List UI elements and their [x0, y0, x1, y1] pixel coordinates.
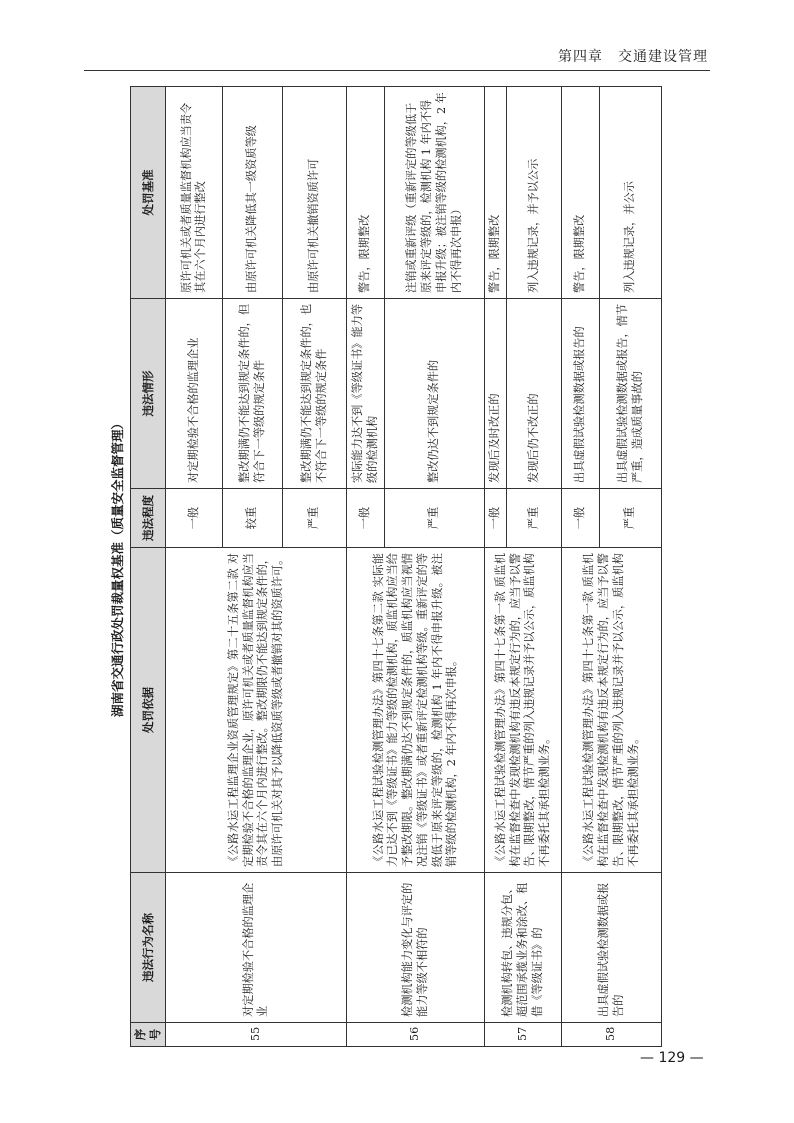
violation-situation: 发现后仍不改正的 — [507, 299, 562, 489]
column-header-standard: 处罚基准 — [131, 87, 166, 299]
penalty-standard: 警告，限期整改 — [562, 87, 600, 299]
penalty-basis: 《公路水运工程试验检测管理办法》第四十七条第一款 质监机构在监督检查中发现检测机构有违反本规定行为的，应当予以警告、限期整改，情节严重的列入违规记录并予以公示，质监机构不再委托其承担检测业务。 — [485, 548, 562, 873]
penalty-table — [130, 86, 662, 1047]
penalty-standard: 列入违规记录，并予以公示 — [507, 87, 562, 299]
chapter-title: 第四章 交通建设管理 — [558, 49, 708, 65]
penalty-basis: 《公路水运工程监理企业资质管理规定》第二十五条第二款 对定期检验不合格的监理企业，原许可机关或者质量监督机构应当责令其在六个月内进行整改。整改期限仍不能达到规定条件的，由原许可机关对其予以降低资质等级或者撤销对其的资质许可。 — [166, 548, 347, 873]
violation-situation: 整改期满仍不能达到规定条件的，但符合下一等级的规定条件 — [223, 299, 283, 489]
violation-name: 检测机构能力变化与评定的能力等级不相符的 — [347, 873, 485, 1023]
violation-degree: 严重 — [507, 489, 562, 548]
violation-situation: 实际能力达不到《等级证书》能力等级的检测机构 — [347, 299, 385, 489]
row-number: 56 — [347, 1023, 485, 1047]
penalty-standard: 由原许可机关撤销资质许可 — [283, 87, 347, 299]
column-header-name: 违法行为名称 — [131, 873, 166, 1023]
column-header-basis: 处罚依据 — [131, 548, 166, 873]
violation-degree: 严重 — [283, 489, 347, 548]
page-number: — 129 — — [640, 1050, 704, 1066]
violation-situation: 出具虚假试验检测数据或报告的 — [562, 299, 600, 489]
column-header-degree: 违法程度 — [131, 489, 166, 548]
table-row — [347, 87, 385, 1047]
penalty-standard: 原许可机关或者质量监督机构应当责令其在六个月内进行整改 — [166, 87, 223, 299]
header-rule — [84, 70, 710, 71]
rotated-table-block — [106, 87, 684, 1047]
table-header-row — [131, 87, 166, 1047]
column-header-seq: 序号 — [131, 1023, 166, 1047]
violation-degree: 一般 — [485, 489, 507, 548]
penalty-standard: 警告，限期整改 — [347, 87, 385, 299]
violation-degree: 一般 — [166, 489, 223, 548]
row-number: 57 — [485, 1023, 562, 1047]
row-number: 55 — [166, 1023, 347, 1047]
violation-name: 对定期检验不合格的监理企业 — [166, 873, 347, 1023]
violation-name: 检测机构转包、违规分包、超范围承揽业务和涂改、租借《等级证书》的 — [485, 873, 562, 1023]
penalty-standard: 警告，限期整改 — [485, 87, 507, 299]
violation-situation: 出具虚假试验检测数据或报告，情节严重，造成质量事故的 — [600, 299, 662, 489]
violation-degree: 严重 — [385, 489, 485, 548]
violation-degree: 一般 — [347, 489, 385, 548]
penalty-basis: 《公路水运工程试验检测管理办法》第四十七条第二款 实际能力已达不到《等级证书》能力等级的检测机构，质监机构应当给予整改期限。整改期满仍达不到规定条件的，质监机构应当视情况注销《等级证书》或者重新评定检测机构等级。重新评定的等级低于原来评定等级的，检测机构 1 年内不得申报升级。被注销等级的检测机构，2 年内不得再次申报。 — [347, 548, 485, 873]
page-header — [0, 0, 794, 74]
table-row — [485, 87, 507, 1047]
table-caption: 湖南省交通行政处罚裁量权基准（质量安全监督管理） — [110, 417, 125, 718]
table-row — [166, 87, 223, 1047]
violation-name: 出具虚假试验检测数据或报告的 — [562, 873, 662, 1023]
penalty-basis: 《公路水运工程试验检测管理办法》第四十七条第一款 质监机构在监督检查中发现检测机构有违反本规定行为的，应当予以警告、限期整改，情节严重的列入违规记录并予以公示，质监机构不再委托其承担检测业务。 — [562, 548, 662, 873]
penalty-standard: 注销或重新评级（重新评定的等级低于原来评定等级的，检测机构 1 年内不得申报升级；被注销等级的检测机构，2 年内不得再次申报） — [385, 87, 485, 299]
violation-degree: 一般 — [562, 489, 600, 548]
violation-situation: 对定期检验不合格的监理企业 — [166, 299, 223, 489]
penalty-standard: 由原许可机关降低其一级资质等级 — [223, 87, 283, 299]
table-row — [562, 87, 600, 1047]
violation-situation: 整改仍达不到规定条件的 — [385, 299, 485, 489]
violation-degree: 较重 — [223, 489, 283, 548]
violation-degree: 严重 — [600, 489, 662, 548]
penalty-standard: 列入违规记录，并公示 — [600, 87, 662, 299]
row-number: 58 — [562, 1023, 662, 1047]
column-header-situation: 违法情形 — [131, 299, 166, 489]
violation-situation: 发现后及时改正的 — [485, 299, 507, 489]
violation-situation: 整改期满仍不能达到规定条件的，也不符合下一等级的规定条件 — [283, 299, 347, 489]
